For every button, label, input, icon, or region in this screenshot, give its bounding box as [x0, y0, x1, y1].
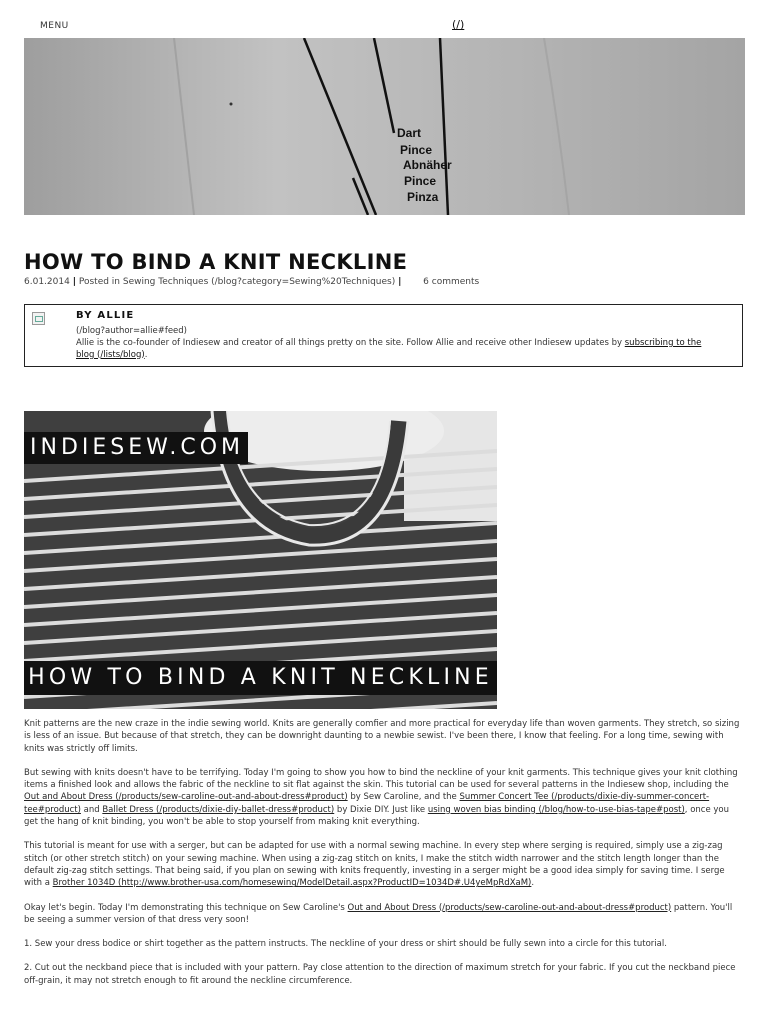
hero-label: Pince: [404, 174, 437, 188]
product-link[interactable]: Summer Concert Tee (/products/dixie-diy-summer-concert-tee#product): [24, 792, 710, 815]
subscribe-link[interactable]: subscribing to the blog (/lists/blog): [76, 338, 702, 360]
home-link[interactable]: (/): [452, 18, 465, 31]
paragraph: Knit patterns are the new craze in the indie sewing world. Knits are generally comfier and more practical for everyday life than woven garments. They stretch, so sizing is less of an issue. But because of that stretch, they can be downright daunting to a newbie sewist. I've been there, I know that feeling. For a long time, sewing with knits was strictly off limits.: [24, 719, 740, 754]
feature-caption: HOW TO BIND A KNIT NECKLINE: [24, 661, 497, 695]
page-title: HOW TO BIND A KNIT NECKLINE: [24, 250, 408, 274]
author-avatar: [32, 312, 45, 325]
product-link[interactable]: Out and About Dress (/products/sew-caroline-out-and-about-dress#product): [24, 792, 348, 803]
author-feed-link[interactable]: (/blog?author=allie#feed): [76, 326, 187, 336]
author-name[interactable]: BY ALLIE: [76, 310, 135, 321]
comments-link[interactable]: 6 comments: [423, 277, 480, 287]
meta-separator: |: [72, 277, 76, 287]
author-bio: Allie is the co-founder of Indiesew and creator of all things pretty on the site. Follow Allie and receive other Indiesew updates by subscribing to the blog (/lists/blog).: [76, 338, 702, 360]
hero-label: Pinza: [407, 190, 439, 204]
paragraph: 1. Sew your dress bodice or shirt together as the pattern instructs. The neckline of your dress or shirt should be fully sewn into a circle for this tutorial.: [24, 939, 667, 950]
product-link[interactable]: Out and About Dress (/products/sew-caroline-out-and-about-dress#product): [347, 902, 672, 913]
feature-site-label: INDIESEW.COM: [24, 432, 248, 464]
post-date: 6.01.2014: [24, 277, 70, 287]
paragraph: But sewing with knits doesn't have to be terrifying. Today I'm going to show you how to bind the neckline of your knit garments. This technique gives your knit clothing items a finished look and allows the fabric of the neckline to sit flat against the skin. This tutorial can be used for several patterns in the Indiesew shop, including the Out and About Dress (/products/sew-caroline-out-and-about-dress#product) by Sew Caroline, and the Summer Concert Tee (/products/dixie-diy-summer-concert-tee#product) and Ballet Dress (/products/dixie-diy-ballet-dress#product) by Dixie DIY. Just like using woven bias binding (/blog/how-to-use-bias-tape#post), once you get the hang of knit binding, you won't be able to stop yourself from making knit everything.: [24, 767, 738, 828]
hero-label: Dart: [397, 126, 422, 140]
feature-image: [24, 411, 497, 709]
blog-link[interactable]: using woven bias binding (/blog/how-to-use-bias-tape#post): [427, 804, 685, 815]
menu-button[interactable]: MENU: [40, 21, 69, 31]
post-meta: [24, 277, 479, 287]
paragraph: This tutorial is meant for use with a serger, but can be adapted for use with a normal sewing machine. In every step where serging is required, simply use a zig-zag stitch (or other stretch stitch) on your sewing machine. When using a zig-zag stitch on knits, I make the stitch width narrower and the stitch length longer than the default zig-zag stitch settings. That being said, if you plan on sewing with knits frequently, investing in a serger might be a good idea simply for saving time. I serge with a Brother 1034D (http://www.brother-usa.com/homesewing/ModelDetail.aspx?ProductID=1034D#.U4yeMpRdXaM).: [24, 841, 725, 889]
paragraph: 2. Cut out the neckband piece that is included with your pattern. Pay close attention to the direction of maximum stretch for your fabric. If you cut the neckband piece off-grain, it may not stretch enough to fit around the neckline circumference.: [24, 963, 736, 986]
hero-label: Pince: [400, 143, 433, 157]
hero-image: [24, 38, 745, 215]
meta-separator: |: [398, 277, 402, 287]
product-link[interactable]: Ballet Dress (/products/dixie-diy-ballet-dress#product): [102, 804, 335, 815]
external-link[interactable]: Brother 1034D (http://www.brother-usa.com/homesewing/ModelDetail.aspx?ProductID=1034D#.U4yeMpRdXaM): [52, 878, 532, 889]
category-link[interactable]: Posted in Sewing Techniques (/blog?category=Sewing%20Techniques): [78, 277, 396, 287]
article-body: [24, 718, 744, 999]
paragraph: Okay let's begin. Today I'm demonstrating this technique on Sew Caroline's Out and About Dress (/products/sew-caroline-out-and-about-dress#product) pattern. You'll be seeing a summer version of that dress very soon!: [24, 902, 733, 925]
author-box: [24, 304, 743, 367]
top-bar: [0, 0, 768, 38]
hero-label: Abnäher: [403, 158, 452, 172]
